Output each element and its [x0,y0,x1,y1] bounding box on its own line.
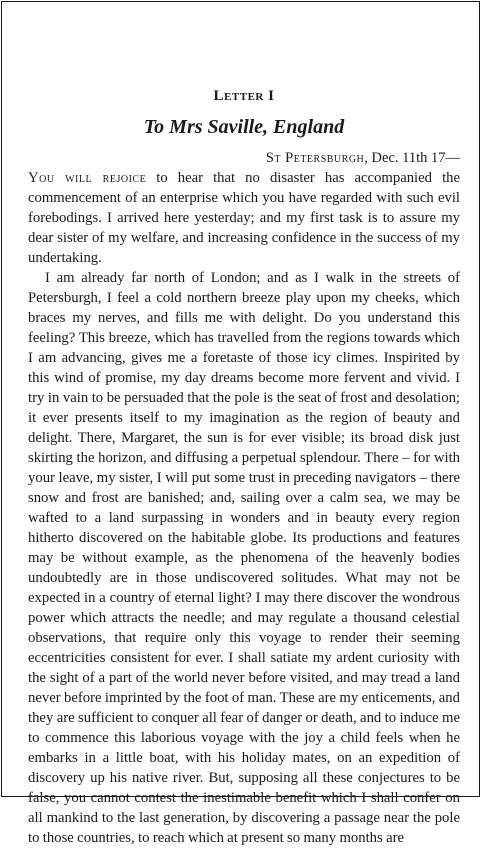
paragraph-1-opening: You will rejoice [28,170,147,186]
dateline-place: St Petersburgh [265,150,365,166]
paragraph-2: I am already far north of London; and as I walk in the streets of Petersburgh, I feel a cold northern breeze play upon my cheeks, which braces my nerves, and fills me with delight. Do you understand this feeling? This breeze, which has travelled from the regions towards which I am advancing, gives me a foretaste of those icy climes. Inspirited by this wind of promise, my day dreams become more fervent and vivid. I try in vain to be persuaded that the pole is the seat of frost and desolation; it ever presents itself to my imagination as the region of beauty and delight. There, Margaret, the sun is for ever visible; its broad disk just skirting the horizon, and diffusing a perpetual splendour. There – for with your leave, my sister, I will put some trust in preceding navigators – there snow and frost are banished; and, sailing over a calm sea, we may be wafted to a land surpassing in wonders and in beauty every region hitherto discovered on the habitable globe. Its productions and features may be without example, as the phenomena of the heavenly bodies undoubtedly are in those undiscovered solitudes. What may not be expected in a country of eternal light? I may there discover the wondrous power which attracts the needle; and may regulate a thousand celestial observations, that require only this voyage to render their seeming eccentricities consistent for ever. I shall satiate my ardent curiosity with the sight of a part of the world never before visited, and may tread a land never before imprinted by the foot of man. These are my enticements, and they are sufficient to conquer all fear of danger or death, and to induce me to commence this laborious voyage with the joy a child feels when he embarks in a little boat, with his holiday mates, on an expedition of discovery up his native river. But, supposing all these conjectures to be false, you cannot contest the inestimable benefit which I shall confer on all mankind to the last generation, by discovering a passage near the pole to those countries, to reach which at present so many months are [28,270,460,846]
dateline-date: , Dec. 11th 17— [364,150,460,166]
dateline [28,148,460,168]
letter-heading: Letter I [213,88,275,104]
recipient-line: To Mrs Saville, England [143,116,345,138]
paragraph-1 [28,168,460,268]
paragraph-1-text: to hear that no disaster has accompanied the commencement of an enterprise which you have regarded with such evil forebodings. I arrived here yesterday; and my first task is to assure my dear sister of my welfare, and increasing confidence in the success of my undertaking. [28,170,461,266]
book-page [28,86,460,848]
